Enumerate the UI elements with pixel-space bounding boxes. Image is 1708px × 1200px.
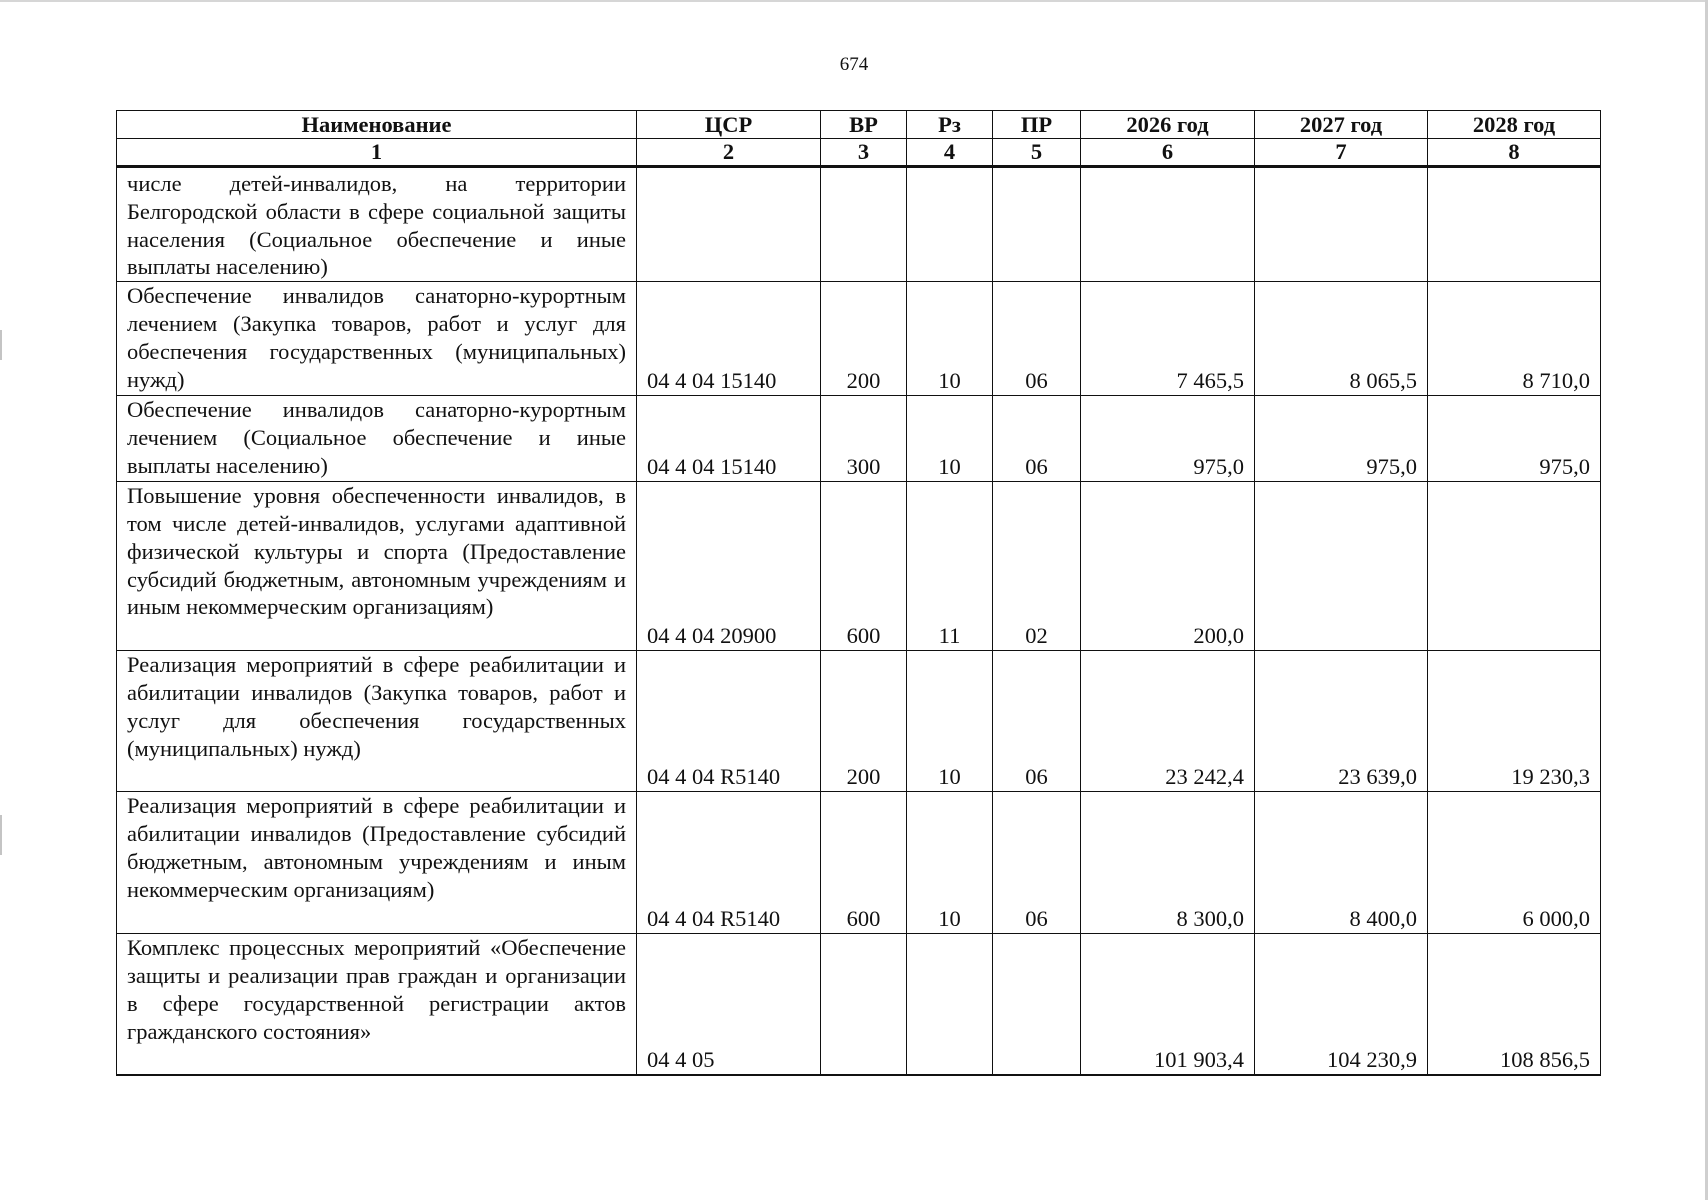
row-rz: 10 — [907, 282, 993, 396]
row-name: Реализация мероприятий в сфере реабилитации и абилитации инвалидов (Закупка товаров, работ и услуг для обеспечения государственных (муниципальных) нужд) — [117, 651, 637, 792]
row-rz — [907, 934, 993, 1075]
row-2027: 8 400,0 — [1255, 792, 1428, 934]
row-rz: 10 — [907, 651, 993, 792]
row-vr: 200 — [821, 651, 907, 792]
row-2026: 200,0 — [1081, 482, 1255, 651]
row-name: числе детей-инвалидов, на территории Белгородской области в сфере социальной защиты населения (Социальное обеспечение и иные выплаты населению) — [117, 167, 637, 282]
row-rz: 11 — [907, 482, 993, 651]
row-2026: 101 903,4 — [1081, 934, 1255, 1075]
row-2027: 8 065,5 — [1255, 282, 1428, 396]
row-pr: 02 — [993, 482, 1081, 651]
row-vr — [821, 934, 907, 1075]
scan-edge-top — [0, 0, 1708, 2]
row-vr: 600 — [821, 792, 907, 934]
row-2027: 104 230,9 — [1255, 934, 1428, 1075]
header-row — [117, 111, 1601, 139]
row-vr — [821, 167, 907, 282]
row-name: Комплекс процессных мероприятий «Обеспечение защиты и реализации прав граждан и организации в сфере государственной регистрации актов гражданского состояния» — [117, 934, 637, 1075]
column-number: 5 — [993, 139, 1081, 167]
row-2027: 975,0 — [1255, 396, 1428, 482]
row-pr: 06 — [993, 282, 1081, 396]
table-row — [117, 651, 1601, 792]
scan-mark — [0, 815, 2, 855]
row-csr: 04 4 04 R5140 — [637, 651, 821, 792]
header-pr: ПР — [993, 111, 1081, 139]
column-number: 3 — [821, 139, 907, 167]
row-2028 — [1428, 167, 1601, 282]
table-row — [117, 934, 1601, 1075]
row-2028: 108 856,5 — [1428, 934, 1601, 1075]
row-2027: 23 639,0 — [1255, 651, 1428, 792]
row-2028: 975,0 — [1428, 396, 1601, 482]
row-vr: 200 — [821, 282, 907, 396]
row-2026: 23 242,4 — [1081, 651, 1255, 792]
row-vr: 600 — [821, 482, 907, 651]
column-number: 2 — [637, 139, 821, 167]
budget-table — [116, 110, 1601, 1076]
header-year-2027: 2027 год — [1255, 111, 1428, 139]
row-rz: 10 — [907, 396, 993, 482]
column-number: 4 — [907, 139, 993, 167]
row-2026: 8 300,0 — [1081, 792, 1255, 934]
row-csr: 04 4 05 — [637, 934, 821, 1075]
column-number: 6 — [1081, 139, 1255, 167]
row-2027 — [1255, 167, 1428, 282]
header-year-2028: 2028 год — [1428, 111, 1601, 139]
table-row — [117, 792, 1601, 934]
row-2028: 6 000,0 — [1428, 792, 1601, 934]
row-rz: 10 — [907, 792, 993, 934]
row-csr: 04 4 04 15140 — [637, 396, 821, 482]
row-pr: 06 — [993, 396, 1081, 482]
row-2028 — [1428, 482, 1601, 651]
row-pr — [993, 167, 1081, 282]
row-csr: 04 4 04 R5140 — [637, 792, 821, 934]
header-rz: Рз — [907, 111, 993, 139]
row-2028: 19 230,3 — [1428, 651, 1601, 792]
row-rz — [907, 167, 993, 282]
row-2028: 8 710,0 — [1428, 282, 1601, 396]
column-number-row — [117, 139, 1601, 167]
row-name: Обеспечение инвалидов санаторно-курортным лечением (Социальное обеспечение и иные выплаты населению) — [117, 396, 637, 482]
row-name: Обеспечение инвалидов санаторно-курортным лечением (Закупка товаров, работ и услуг для обеспечения государственных (муниципальных) нужд) — [117, 282, 637, 396]
row-csr — [637, 167, 821, 282]
table-row — [117, 282, 1601, 396]
row-name: Реализация мероприятий в сфере реабилитации и абилитации инвалидов (Предоставление субсидий бюджетным, автономным учреждениям и иным некоммерческим организациям) — [117, 792, 637, 934]
header-name: Наименование — [117, 111, 637, 139]
column-number: 1 — [117, 139, 637, 167]
scan-mark — [0, 330, 2, 360]
table-row — [117, 482, 1601, 651]
table-row — [117, 167, 1601, 282]
table-row — [117, 396, 1601, 482]
row-2027 — [1255, 482, 1428, 651]
header-vr: ВР — [821, 111, 907, 139]
row-pr — [993, 934, 1081, 1075]
row-csr: 04 4 04 15140 — [637, 282, 821, 396]
row-name: Повышение уровня обеспеченности инвалидов, в том числе детей-инвалидов, услугами адаптивной физической культуры и спорта (Предоставление субсидий бюджетным, автономным учреждениям и иным некоммерческим организациям) — [117, 482, 637, 651]
row-pr: 06 — [993, 651, 1081, 792]
page-number: 674 — [839, 54, 869, 75]
row-2026 — [1081, 167, 1255, 282]
column-number: 7 — [1255, 139, 1428, 167]
column-number: 8 — [1428, 139, 1601, 167]
header-year-2026: 2026 год — [1081, 111, 1255, 139]
row-pr: 06 — [993, 792, 1081, 934]
row-2026: 975,0 — [1081, 396, 1255, 482]
row-csr: 04 4 04 20900 — [637, 482, 821, 651]
header-csr: ЦСР — [637, 111, 821, 139]
row-vr: 300 — [821, 396, 907, 482]
row-2026: 7 465,5 — [1081, 282, 1255, 396]
